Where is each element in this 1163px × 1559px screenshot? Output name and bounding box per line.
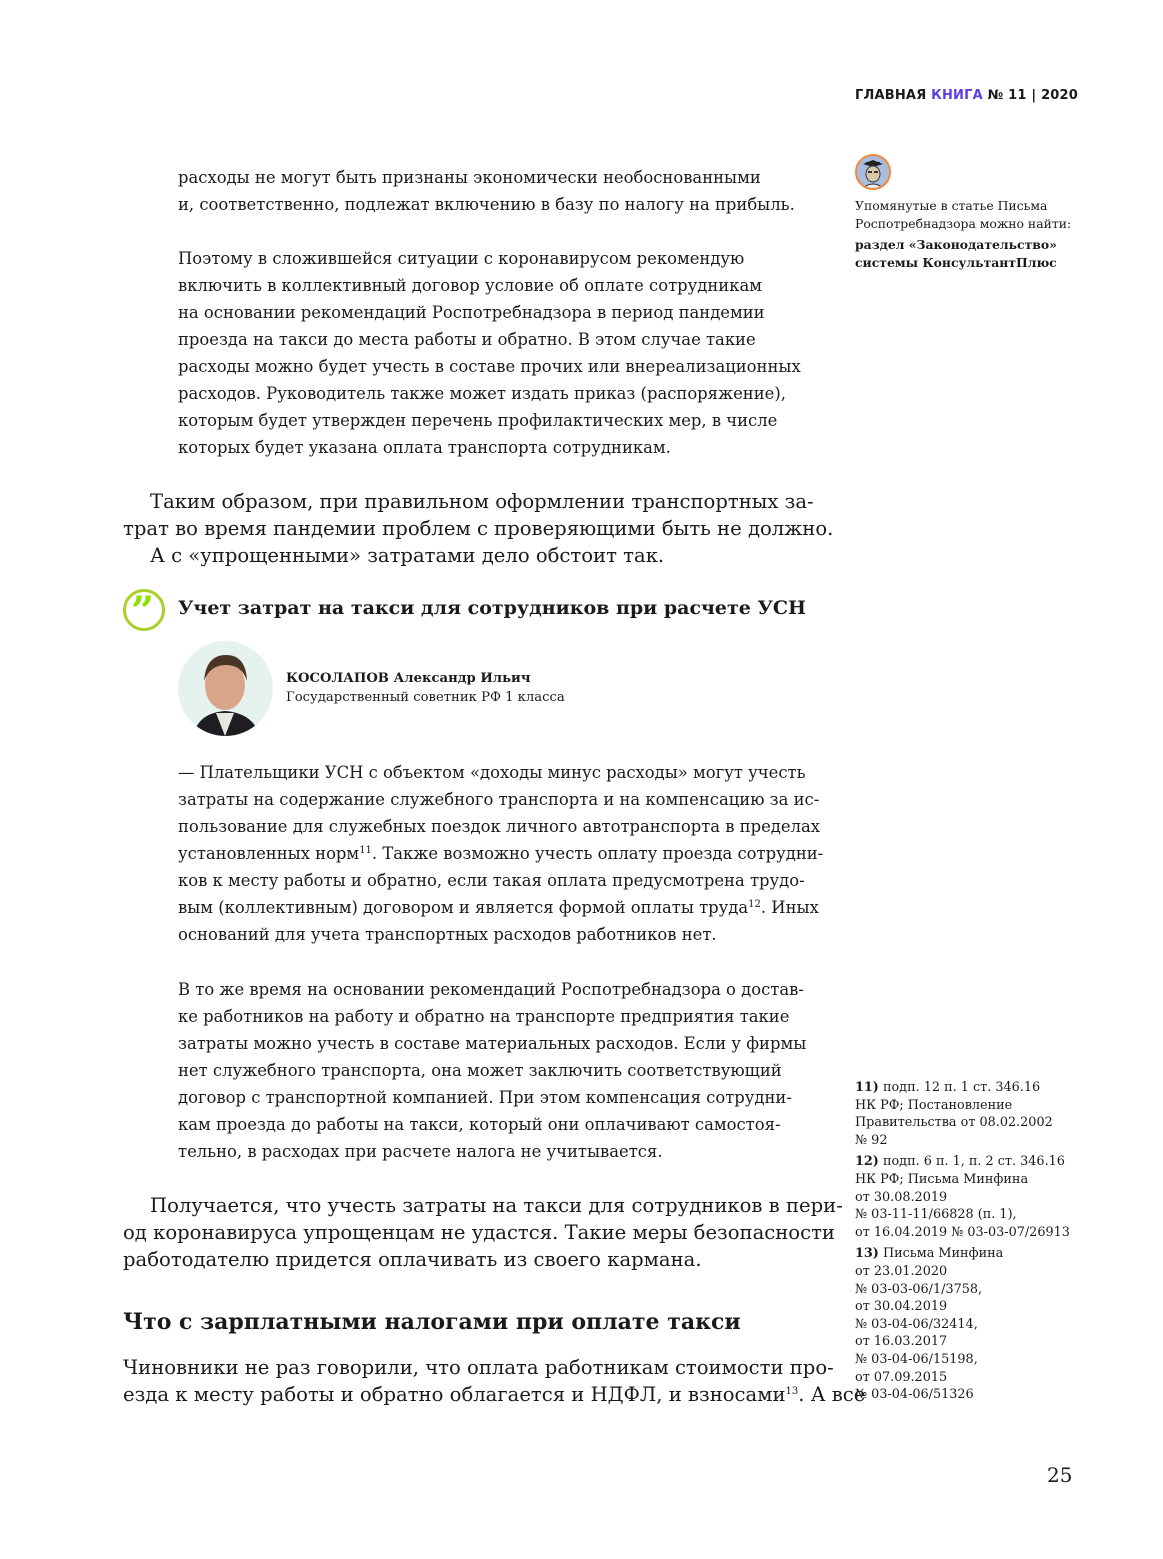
text-line: договор с транспортной компанией. При этом компенсация сотрудни- xyxy=(178,1088,792,1107)
text-line: — Плательщики УСН с объектом «доходы минус расходы» могут учесть xyxy=(178,763,806,782)
quote-glyph: ” xyxy=(131,588,155,635)
text-line: Получается, что учесть затраты на такси для сотрудников в пери- xyxy=(150,1194,843,1217)
footnote-line: подп. 6 п. 1, п. 2 ст. 346.16 xyxy=(882,1154,1065,1170)
text-line: трат во время пандемии проблем с проверяющими быть не должно. xyxy=(123,517,834,540)
text-line: затраты можно учесть в составе материальных расходов. Если у фирмы xyxy=(178,1034,807,1053)
text-line: од коронавируса упрощенцам не удастся. Такие меры безопасности xyxy=(123,1221,835,1244)
footnote-line: от 30.04.2019 xyxy=(855,1299,948,1315)
expert-name: КОСОЛАПОВ Александр Ильич xyxy=(286,671,531,686)
footnote-line: Письма Минфина xyxy=(882,1246,1004,1262)
footnote-line: НК РФ; Письма Минфина xyxy=(855,1171,1029,1187)
sidebar-note-line: Упомянутые в статье Письма xyxy=(855,198,1048,213)
consultant-avatar-icon xyxy=(855,154,891,190)
text-line xyxy=(123,1381,865,1408)
text-line: расходы можно будет учесть в составе прочих или внереализационных xyxy=(178,357,801,376)
footnote-line: от 23.01.2020 xyxy=(855,1263,948,1279)
quote-icon xyxy=(123,588,165,635)
section-heading: Что с зарплатными налогами при оплате такси xyxy=(123,1309,741,1335)
paragraph-1 xyxy=(123,488,833,569)
text-line: оснований для учета транспортных расходов работников нет. xyxy=(178,925,717,944)
text-line xyxy=(178,840,823,867)
page-number: 25 xyxy=(1047,1463,1073,1487)
paragraph-3 xyxy=(123,1354,865,1408)
footnote-line: от 16.04.2019 № 03-03-07/26913 xyxy=(855,1224,1070,1240)
text: езда к месту работы и обратно облагается и НДФЛ, и взносами xyxy=(123,1383,786,1406)
text-line: которым будет утвержден перечень профилактических мер, в числе xyxy=(178,411,778,430)
footnote-number: 12) xyxy=(855,1154,879,1170)
text-line: Таким образом, при правильном оформлении транспортных за- xyxy=(150,490,814,513)
footnote-12 xyxy=(855,1153,1070,1241)
sidebar-bold-line: системы КонсультантПлюс xyxy=(855,254,1057,270)
text-line: которых будет указана оплата транспорта сотрудникам. xyxy=(178,438,671,457)
footnote-line: № 03-11-11/66828 (п. 1), xyxy=(855,1207,1017,1223)
text: . А все xyxy=(798,1383,866,1406)
footnote-ref[interactable]: 13 xyxy=(785,1386,799,1397)
text-line: на основании рекомендаций Роспотребнадзора в период пандемии xyxy=(178,303,765,322)
footnote-line: № 03-04-06/15198, xyxy=(855,1351,978,1367)
footnote-line: № 03-04-06/51326 xyxy=(855,1387,974,1403)
footnote-line: от 30.08.2019 xyxy=(855,1189,948,1205)
text: . Также возможно учесть оплату проезда сотрудни- xyxy=(371,844,824,863)
expert-answer-2 xyxy=(178,976,806,1165)
footnote-line: № 92 xyxy=(855,1132,888,1148)
text-line: работодателю придется оплачивать из своего кармана. xyxy=(123,1248,702,1271)
text-line: ков к месту работы и обратно, если такая оплата предусмотрена трудо- xyxy=(178,871,805,890)
footnote-line: подп. 12 п. 1 ст. 346.16 xyxy=(882,1080,1041,1095)
magazine-header xyxy=(855,88,1078,103)
footnote-ref[interactable]: 11 xyxy=(359,845,372,856)
text-line: включить в коллективный договор условие об оплате сотрудникам xyxy=(178,276,762,295)
brand-part1: ГЛАВНАЯ xyxy=(855,88,927,103)
sidebar-note xyxy=(855,197,1071,271)
text-line: кам проезда до работы на такси, который они оплачивают самостоя- xyxy=(178,1115,781,1134)
text-line: пользование для служебных поездок личного автотранспорта в пределах xyxy=(178,817,821,836)
text: . Иных xyxy=(760,898,819,917)
footnote-line: от 07.09.2015 xyxy=(855,1369,948,1385)
text-line: А с «упрощенными» затратами дело обстоит так. xyxy=(150,544,665,567)
expert-answer-1 xyxy=(178,759,823,948)
text-line: проезда на такси до места работы и обратно. В этом случае такие xyxy=(178,330,756,349)
text-line: тельно, в расходах при расчете налога не учитывается. xyxy=(178,1142,663,1161)
expert-photo xyxy=(178,641,273,736)
text-line: Чиновники не раз говорили, что оплата работникам стоимости про- xyxy=(123,1356,834,1379)
expert-title: Государственный советник РФ 1 класса xyxy=(286,690,565,705)
text-line: расходы не могут быть признаны экономически необоснованными xyxy=(178,168,761,187)
footnotes xyxy=(855,1079,1070,1408)
text-line: затраты на содержание служебного транспорта и на компенсацию за ис- xyxy=(178,790,820,809)
footnote-line: от 16.03.2017 xyxy=(855,1334,948,1350)
text-line: и, соответственно, подлежат включению в базу по налогу на прибыль. xyxy=(178,195,795,214)
quote-block-2 xyxy=(178,245,801,461)
text-line: расходов. Руководитель также может издать приказ (распоряжение), xyxy=(178,384,786,403)
sidebar-note-line: Роспотребнадзора можно найти: xyxy=(855,215,1072,231)
text-line xyxy=(178,894,823,921)
footnote-line: № 03-04-06/32414, xyxy=(855,1316,978,1332)
brand-part2: КНИГА xyxy=(931,88,983,103)
text: вым (коллективным) договором и является формой оплаты труда xyxy=(178,898,749,917)
text-line: нет служебного транспорта, она может заключить соответствующий xyxy=(178,1061,782,1080)
footnote-line: НК РФ; Постановление xyxy=(855,1097,1013,1113)
footnote-line: № 03-03-06/1/3758, xyxy=(855,1281,983,1297)
footnote-number: 11) xyxy=(855,1080,879,1095)
quote-block-1 xyxy=(178,164,795,218)
text: установленных норм xyxy=(178,844,360,863)
sidebar-bold-line: раздел «Законодательство» xyxy=(855,237,1057,252)
footnote-line: Правительства от 08.02.2002 xyxy=(855,1115,1053,1131)
footnote-number: 13) xyxy=(855,1246,879,1262)
text-line: ке работников на работу и обратно на транспорте предприятия такие xyxy=(178,1007,790,1026)
issue-number: № 11 | 2020 xyxy=(987,88,1079,103)
section-title: Учет затрат на такси для сотрудников при расчете УСН xyxy=(178,597,806,619)
paragraph-2 xyxy=(123,1192,843,1273)
footnote-ref[interactable]: 12 xyxy=(748,899,761,910)
text-line: В то же время на основании рекомендаций Роспотребнадзора о достав- xyxy=(178,980,804,999)
footnote-11 xyxy=(855,1079,1070,1149)
text-line: Поэтому в сложившейся ситуации с коронавирусом рекомендую xyxy=(178,249,745,268)
footnote-13 xyxy=(855,1245,1070,1403)
